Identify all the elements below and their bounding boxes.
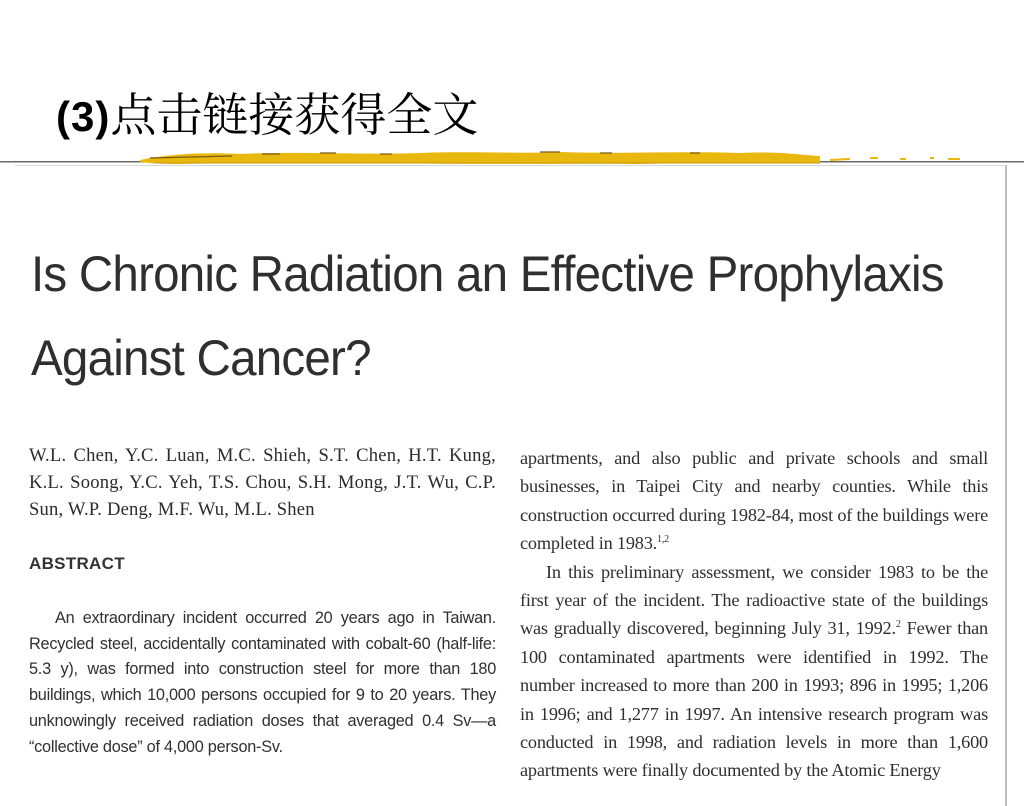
paper-excerpt-image — [15, 165, 1007, 806]
paper-authors: W.L. Chen, Y.C. Luan, M.C. Shieh, S.T. Chen, H.T. Kung, K.L. Soong, Y.C. Yeh, T.S. Chou, S.H. Mong, J.T. Wu, C.P. Sun, W.P. Deng, M.F. Wu, M.L. Shen — [29, 445, 496, 520]
abstract-body: An extraordinary incident occurred 20 years ago in Taiwan. Recycled steel, accidentally contaminated with cobalt-60 (half-life: 5.3 y), was formed into construction steel for more than 180 buildings, which 10,000 persons occupied for 9 to 20 years. They unknowingly received radiation doses that averaged 0.4 Sv—a “collective dose” of 4,000 person-Sv. — [29, 609, 496, 756]
paper-title: Is Chronic Radiation an Effective Prophylaxis Against Cancer? — [31, 246, 944, 386]
paragraph-text: In this preliminary assessment, we consider 1983 to be the first year of the incident. The radioactive state of the buildings was gradually discovered, beginning July 31, 1992. — [520, 561, 988, 639]
paragraph-text: Fewer than 100 contaminated apartments were identified in 1992. The number increased to more than 200 in 1993; 896 in 1995; 1,206 in 1996; and 1,277 in 1997. An intensive research program was conducted in 1998, and radiation levels in more than 1,600 apartments were finally documented by the Atomic Energy — [520, 618, 988, 781]
abstract-heading: ABSTRACT — [29, 554, 125, 573]
paper-left-column — [29, 442, 496, 756]
slide-title-text: 点击链接获得全文 — [110, 88, 479, 142]
body-paragraph — [520, 444, 988, 558]
brushstroke-divider — [0, 148, 1024, 166]
citation-superscript: 2 — [895, 619, 901, 631]
slide-title — [56, 84, 478, 148]
paper-right-column — [520, 444, 988, 785]
slide-title-number: (3) — [56, 93, 111, 140]
citation-superscript: 1,2 — [657, 534, 669, 546]
body-paragraph — [520, 558, 988, 785]
paragraph-text: apartments, and also public and private schools and small businesses, in Taipei City and nearby counties. While this construction occurred during 1982-84, most of the buildings were completed in 1983. — [520, 448, 988, 554]
